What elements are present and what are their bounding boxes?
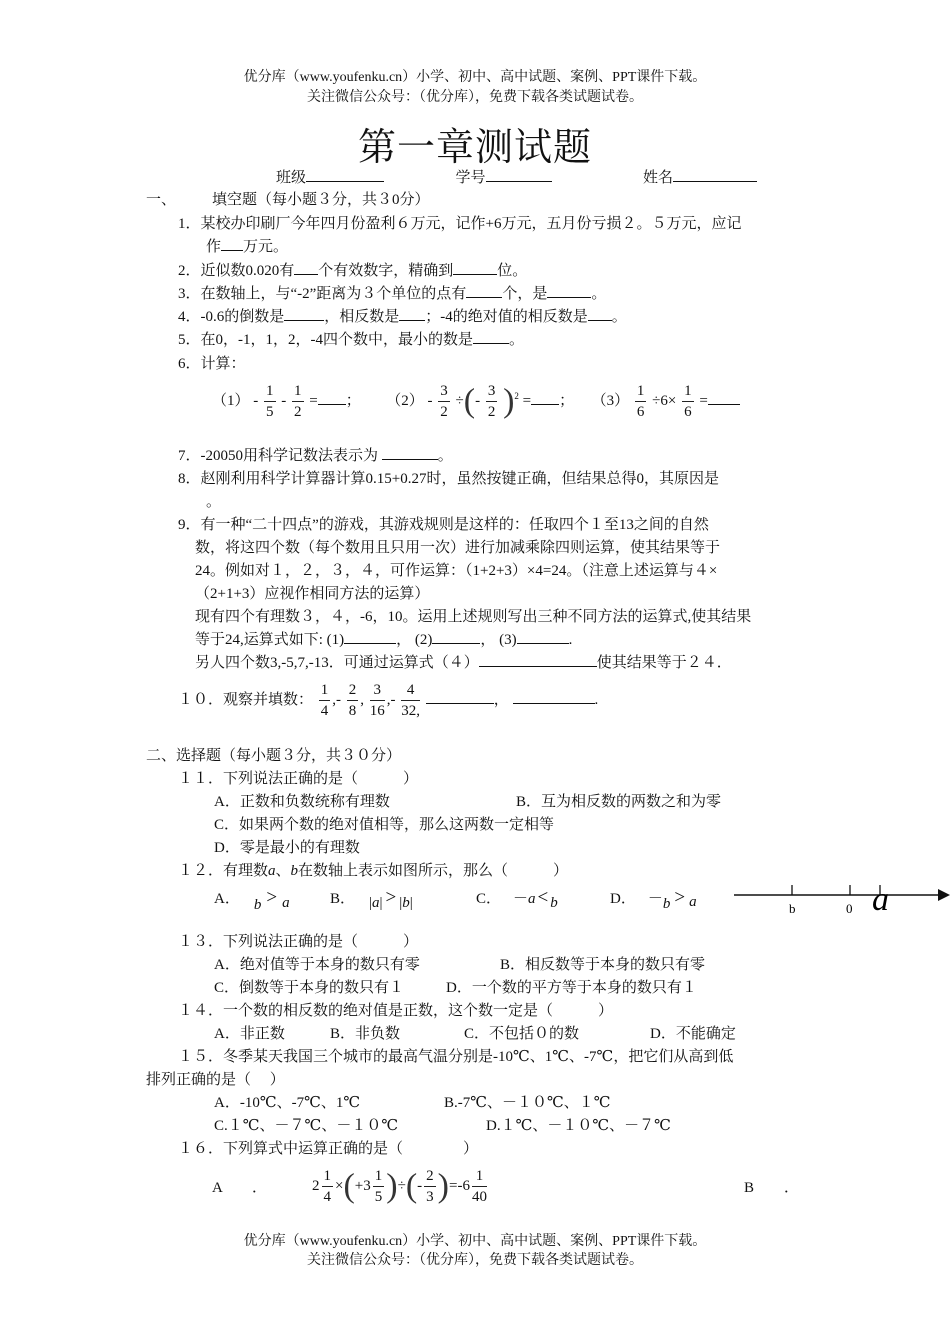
id-label: 学号 bbox=[455, 170, 486, 186]
q4-blank-3[interactable] bbox=[588, 305, 612, 321]
q13-option-d[interactable]: D．一个数的平方等于本身的数只有１ bbox=[446, 980, 697, 996]
q6-blank-2[interactable] bbox=[531, 389, 559, 405]
q7-blank[interactable] bbox=[382, 444, 438, 460]
q1-line2: 作 万元。 bbox=[206, 235, 288, 256]
q13: １３．下列说法正确的是（ ） bbox=[178, 934, 419, 950]
q16: １６．下列算式中运算正确的是（ ） bbox=[178, 1141, 479, 1157]
name-label: 姓名 bbox=[643, 170, 674, 186]
q12-option-b[interactable]: B． |a| > |b| bbox=[330, 887, 413, 911]
q9-line5: 现有四个有理数３，４，-6，10。运用上述规则写出三种不同方法的运算式,使其结果 bbox=[195, 609, 752, 625]
q11-option-d[interactable]: D．零是最小的有理数 bbox=[214, 840, 360, 856]
q14-option-a[interactable]: A．非正数 bbox=[214, 1026, 285, 1042]
fraction: $\frac{1}{6}$ bbox=[636, 383, 645, 420]
fraction: $\frac{1}{2}$ bbox=[294, 383, 302, 420]
q15-line2: 排列正确的是（ ） bbox=[146, 1072, 285, 1088]
q6-part3-label: （3） bbox=[591, 392, 630, 409]
header-line-1: 优分库（www.youfenku.cn）小学、初中、高中试题、案例、PPT课件下载。 bbox=[243, 70, 707, 85]
q16-option-b-label[interactable]: B ． bbox=[744, 1180, 800, 1196]
section1-heading: 填空题（每小题３分，共３0分） bbox=[212, 192, 430, 208]
q6-part1-label: （1） bbox=[212, 392, 250, 409]
q9-blank-2[interactable] bbox=[432, 628, 480, 644]
q15-option-c[interactable]: C.１℃、－７℃、－１０℃ bbox=[214, 1118, 399, 1134]
q9-line1: 9．有一种“二十四点”的游戏，其游戏规则是这样的：任取四个１至13之间的自然 bbox=[178, 517, 709, 533]
q9-line3: 24。例如对１，２，３，４，可作运算：（1+2+3）×4=24。（注意上述运算与４× bbox=[195, 563, 718, 579]
q6-expressions: （1） - $\frac{1}{5}$ - $\frac{1}{2}$ = ； （2） - $\frac{3}{2}$ ÷(- $\frac{3}{2}$ )$^2$ = ； （3） $\frac{1}{6}$ ÷6× $\frac{1}{6}$ = bbox=[212, 381, 740, 431]
q9-blank-3[interactable] bbox=[517, 628, 569, 644]
q11-option-c[interactable]: C．如果两个数的绝对值相等，那么这两数一定相等 bbox=[214, 817, 555, 833]
fraction: $\frac{1}{4}$ bbox=[320, 682, 329, 719]
q1-blank[interactable] bbox=[221, 235, 243, 251]
name-blank[interactable] bbox=[673, 166, 757, 182]
q9-line6: 等于24,运算式如下: (1) ， (2) ， (3) . bbox=[195, 628, 572, 649]
fraction: $\frac{3}{16}$ bbox=[369, 682, 385, 719]
q11-option-b[interactable]: B．互为相反数的两数之和为零 bbox=[516, 794, 722, 810]
class-label: 班级 bbox=[276, 170, 307, 186]
q10: １０．观察并填数： $\frac{1}{4}$ ,- $\frac{2}{8}$ , $\frac{3}{16}$ ,- $\frac{4}{32,}$ ， . bbox=[178, 682, 599, 719]
label-b: b bbox=[789, 901, 796, 916]
q16-option-a-expression: 2 $\frac{1}{4}$ ×(+3 $\frac{1}{5}$ )÷(- $\frac{2}{3}$ )=-6 $\frac{1}{40}$ bbox=[312, 1167, 487, 1205]
q8-line2: 。 bbox=[206, 494, 222, 510]
footer-line-2: 关注微信公众号：（优分库），免费下载各类试题试卷。 bbox=[307, 1253, 643, 1268]
q14-option-d[interactable]: D．不能确定 bbox=[650, 1026, 736, 1042]
class-blank[interactable] bbox=[306, 166, 384, 182]
q3-blank-2[interactable] bbox=[547, 282, 591, 298]
q5-blank[interactable] bbox=[473, 328, 509, 344]
q14-option-b[interactable]: B．非负数 bbox=[330, 1026, 401, 1042]
section1-number: 一、 bbox=[146, 192, 177, 208]
q15-line1: １５．冬季某天我国三个城市的最高气温分别是-10℃、1℃、-7℃，把它们从高到低 bbox=[178, 1049, 734, 1065]
fraction: $\frac{3}{2}$ bbox=[487, 383, 496, 420]
q8-line1: 8．赵刚利用科学计算器计算0.15+0.27时，虽然按键正确，但结果总得0，其原因是 bbox=[178, 471, 719, 487]
fraction: $\frac{2}{3}$ bbox=[426, 1168, 434, 1205]
q13-option-c[interactable]: C．倒数等于本身的数只有１ bbox=[214, 980, 405, 996]
fraction: $\frac{1}{5}$ bbox=[374, 1168, 383, 1205]
fraction: $\frac{4}{32,}$ bbox=[401, 682, 421, 719]
fraction: $\frac{2}{8}$ bbox=[348, 682, 357, 719]
q6-blank-3[interactable] bbox=[708, 389, 740, 405]
id-blank[interactable] bbox=[486, 166, 552, 182]
q1-line1: 1．某校办印刷厂今年四月份盈利６万元，记作+6万元，五月份亏损２。５万元，应记 bbox=[178, 216, 742, 232]
fraction: $\frac{3}{2}$ bbox=[440, 383, 448, 420]
q3: 3．在数轴上，与“-2”距离为３个单位的点有 个，是 。 bbox=[178, 282, 606, 303]
q14: １４．一个数的相反数的绝对值是正数，这个数一定是（ ） bbox=[178, 1003, 614, 1019]
section2-heading: 二、选择题（每小题３分，共３０分） bbox=[146, 748, 402, 764]
q6: 6．计算： bbox=[178, 356, 246, 372]
arrow-icon bbox=[938, 889, 950, 901]
fraction: $\frac{1}{40}$ bbox=[471, 1168, 487, 1205]
q16-option-a-label[interactable]: A ． bbox=[212, 1180, 268, 1196]
q15-option-a[interactable]: A．-10℃、-7℃、1℃ bbox=[214, 1095, 361, 1111]
q12-option-c[interactable]: C． －a < b bbox=[476, 887, 558, 911]
q11-option-a[interactable]: A．正数和负数统称有理数 bbox=[214, 794, 390, 810]
fraction: $\frac{1}{5}$ bbox=[266, 383, 274, 420]
q2: 2．近似数0.020有 个有效数字，精确到 位。 bbox=[178, 259, 527, 280]
q9-line2: 数，将这四个数（每个数用且只用一次）进行加减乘除四则运算，使其结果等于 bbox=[195, 540, 721, 556]
q12-option-a[interactable]: A． b > a bbox=[214, 887, 290, 913]
q13-option-a[interactable]: A．绝对值等于本身的数只有零 bbox=[214, 957, 420, 973]
q9-line4: （2+1+3）应视作相同方法的运算） bbox=[195, 586, 430, 602]
page-title: 第一章测试题 bbox=[357, 127, 592, 169]
q12-option-d[interactable]: D． －b > a bbox=[610, 887, 697, 912]
q11: １１．下列说法正确的是（ ） bbox=[178, 771, 419, 787]
fraction: $\frac{1}{4}$ bbox=[323, 1168, 331, 1205]
q2-blank-1[interactable] bbox=[294, 259, 318, 275]
q3-blank-1[interactable] bbox=[466, 282, 502, 298]
fraction: $\frac{1}{6}$ bbox=[684, 383, 692, 420]
q12: １２．有理数a、b在数轴上表示如图所示，那么（ ） bbox=[178, 863, 569, 879]
q9-blank-4[interactable] bbox=[479, 651, 597, 667]
q4-blank-2[interactable] bbox=[399, 305, 425, 321]
q4-blank-1[interactable] bbox=[284, 305, 324, 321]
q6-blank-1[interactable] bbox=[318, 389, 346, 405]
number-line bbox=[734, 878, 950, 918]
q14-option-c[interactable]: C．不包括０的数 bbox=[464, 1026, 580, 1042]
label-0: 0 bbox=[846, 901, 853, 916]
q13-option-b[interactable]: B．相反数等于本身的数只有零 bbox=[500, 957, 706, 973]
q6-part2-label: （2） bbox=[386, 392, 424, 409]
header-line-2: 关注微信公众号：（优分库），免费下载各类试题试卷。 bbox=[307, 90, 643, 105]
q5: 5．在0，-1，1，2，-4四个数中，最小的数是 。 bbox=[178, 328, 524, 349]
q2-blank-2[interactable] bbox=[453, 259, 497, 275]
label-a: a bbox=[872, 881, 889, 918]
q10-blank-1[interactable] bbox=[426, 688, 494, 704]
q7: 7．-20050用科学记数法表示为 。 bbox=[178, 444, 453, 465]
q10-blank-2[interactable] bbox=[513, 688, 595, 704]
footer-line-1: 优分库（www.youfenku.cn）小学、初中、高中试题、案例、PPT课件下载。 bbox=[243, 1234, 707, 1249]
q15-option-d[interactable]: D.１℃、－１０℃、－７℃ bbox=[486, 1118, 671, 1134]
q9-line7: 另人四个数3,-5,7,-13．可通过运算式（４） 使其结果等于２４． bbox=[195, 651, 732, 672]
q9-blank-1[interactable] bbox=[344, 628, 396, 644]
q15-option-b[interactable]: B.-7℃、－１０℃、１℃ bbox=[444, 1095, 611, 1111]
q4: 4．-0.6的倒数是 ，相反数是 ；-4的绝对值的相反数是 。 bbox=[178, 305, 627, 326]
student-info bbox=[276, 166, 757, 187]
